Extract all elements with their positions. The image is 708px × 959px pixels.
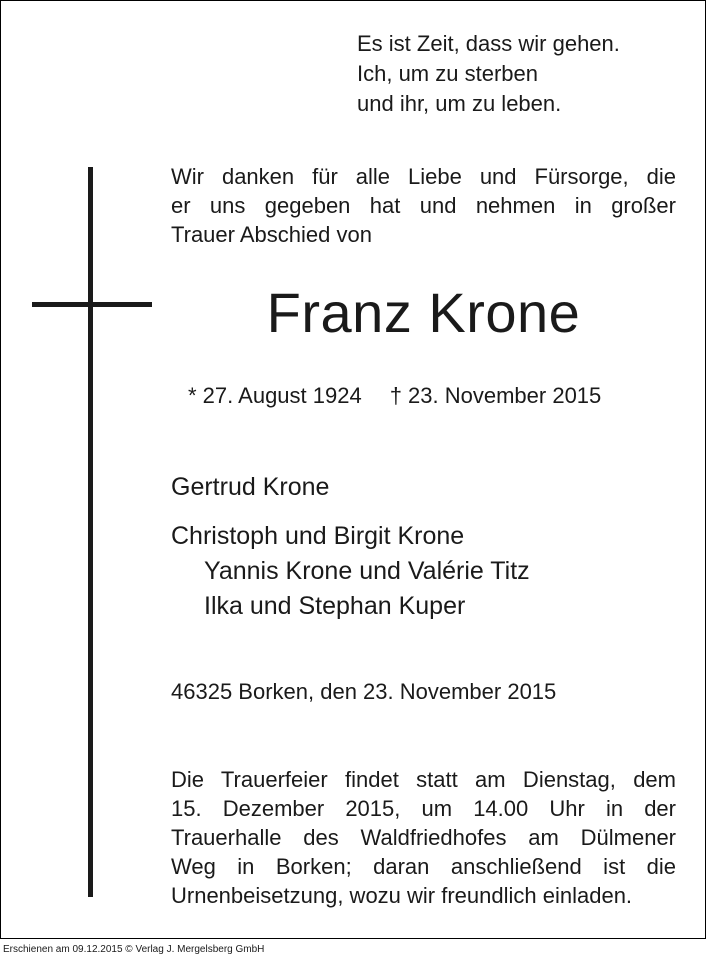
motto-line: und ihr, um zu leben.	[357, 91, 562, 116]
motto-line: Ich, um zu sterben	[357, 61, 538, 86]
intro-line: Trauer Abschied von	[171, 222, 372, 247]
service-line: Trauerhalle des Waldfriedhofes am Dülmener	[171, 825, 676, 850]
mourner-spouse: Gertrud Krone	[171, 473, 330, 501]
service-line: 15. Dezember 2015, um 14.00 Uhr in der	[171, 796, 676, 821]
deceased-name: Franz Krone	[266, 281, 581, 344]
mourners-list	[171, 470, 530, 624]
cross-icon-vertical-bar	[88, 167, 93, 897]
death-date: † 23. November 2015	[389, 383, 602, 408]
intro-line: Wir danken für alle Liebe und Fürsorge, die	[171, 164, 676, 189]
motto-verse	[357, 29, 620, 119]
funeral-service-info	[171, 765, 676, 910]
intro-text	[171, 162, 676, 249]
birth-date: * 27. August 1924	[188, 383, 362, 408]
service-line: Die Trauerfeier findet statt am Dienstag, dem	[171, 767, 676, 792]
life-dates	[188, 381, 601, 411]
mourner-family: Ilka und Stephan Kuper	[204, 592, 466, 620]
cross-icon-horizontal-bar	[32, 302, 152, 307]
mourner-family: Christoph und Birgit Krone	[171, 522, 465, 550]
place-and-date: 46325 Borken, den 23. November 2015	[171, 679, 557, 704]
service-line: Urnenbeisetzung, wozu wir freundlich einladen.	[171, 883, 633, 908]
publication-footer: Erschienen am 09.12.2015 © Verlag J. Mergelsberg GmbH	[3, 944, 265, 955]
intro-line: er uns gegeben hat und nehmen in großer	[171, 193, 676, 218]
mourner-family: Yannis Krone und Valérie Titz	[204, 557, 530, 585]
service-line: Weg in Borken; daran anschließend ist die	[171, 854, 676, 879]
motto-line: Es ist Zeit, dass wir gehen.	[357, 31, 620, 56]
